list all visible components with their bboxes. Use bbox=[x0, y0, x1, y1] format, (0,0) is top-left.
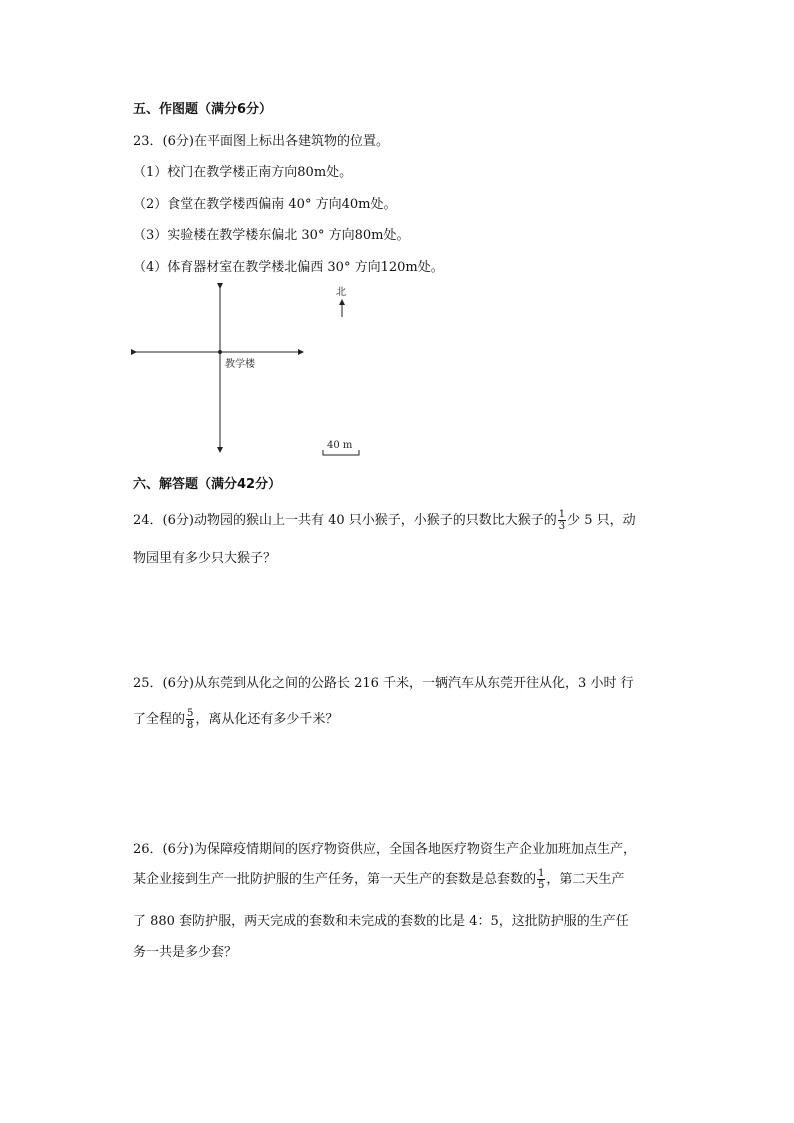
q26-text-b: ，第二天生产 bbox=[546, 872, 625, 887]
north-label: 北 bbox=[336, 287, 346, 298]
q24-line-1 bbox=[133, 509, 636, 532]
q23-item-1: （1）校门在教学楼正南方向80m处。 bbox=[133, 165, 353, 180]
q24-frac-den: 3 bbox=[558, 521, 566, 532]
center-label: 教学楼 bbox=[225, 359, 255, 370]
q24-line-2: 物园里有多少只大猴子？ bbox=[133, 551, 277, 566]
q26-frac-num: 1 bbox=[538, 868, 545, 879]
q25-line-1: 25．(6分)从东莞到从化之间的公路长 216 千米，一辆汽车从东莞开往从化，3 小时 行 bbox=[133, 676, 634, 691]
q26-fraction bbox=[537, 868, 545, 891]
section6-heading: 六、解答题（满分42分） bbox=[133, 477, 282, 492]
q26-line-2 bbox=[133, 868, 624, 891]
q26-text-a: 某企业接到生产一批防护服的生产任务，第一天生产的套数是总套数的 bbox=[133, 872, 537, 887]
q24-text-b: 少 5 只，动 bbox=[567, 513, 636, 528]
q24-text-a: 24．(6分)动物园的猴山上一共有 40 只小猴子，小猴子的只数比大猴子的 bbox=[133, 513, 557, 528]
q24-fraction bbox=[558, 509, 566, 532]
scale-label: 40 m bbox=[327, 440, 353, 451]
q26-line-3: 了 880 套防护服，两天完成的套数和未完成的套数的比是 4：5，这批防护服的生产任 bbox=[133, 914, 629, 929]
q25-fraction bbox=[186, 708, 194, 731]
section5-heading: 五、作图题（满分6分） bbox=[133, 102, 273, 117]
q25-frac-den: 8 bbox=[187, 720, 194, 731]
q26-line-1: 26．(6分)为保障疫情期间的医疗物资供应，全国各地医疗物资生产企业加班加点生产， bbox=[133, 842, 636, 857]
q26-frac-den: 5 bbox=[538, 880, 545, 891]
center-point bbox=[218, 350, 222, 354]
q23-stem: 23．(6分)在平面图上标出各建筑物的位置。 bbox=[133, 134, 389, 149]
scale-bar bbox=[323, 450, 359, 455]
q25-text-b: ，离从化还有多少千米？ bbox=[195, 712, 339, 727]
q25-line-2 bbox=[133, 708, 338, 731]
q24-frac-num: 1 bbox=[558, 509, 566, 520]
q26-line-4: 务一共是多少套？ bbox=[133, 945, 238, 960]
q25-frac-num: 5 bbox=[187, 708, 194, 719]
q23-item-3: （3）实验楼在教学楼东偏北 30° 方向80m处。 bbox=[133, 228, 410, 243]
q23-item-2: （2）食堂在教学楼西偏南 40° 方向40m处。 bbox=[133, 197, 397, 212]
q23-item-4: （4）体育器材室在教学楼北偏西 30° 方向120m处。 bbox=[133, 260, 444, 275]
q25-text-a: 了全程的 bbox=[133, 712, 186, 727]
